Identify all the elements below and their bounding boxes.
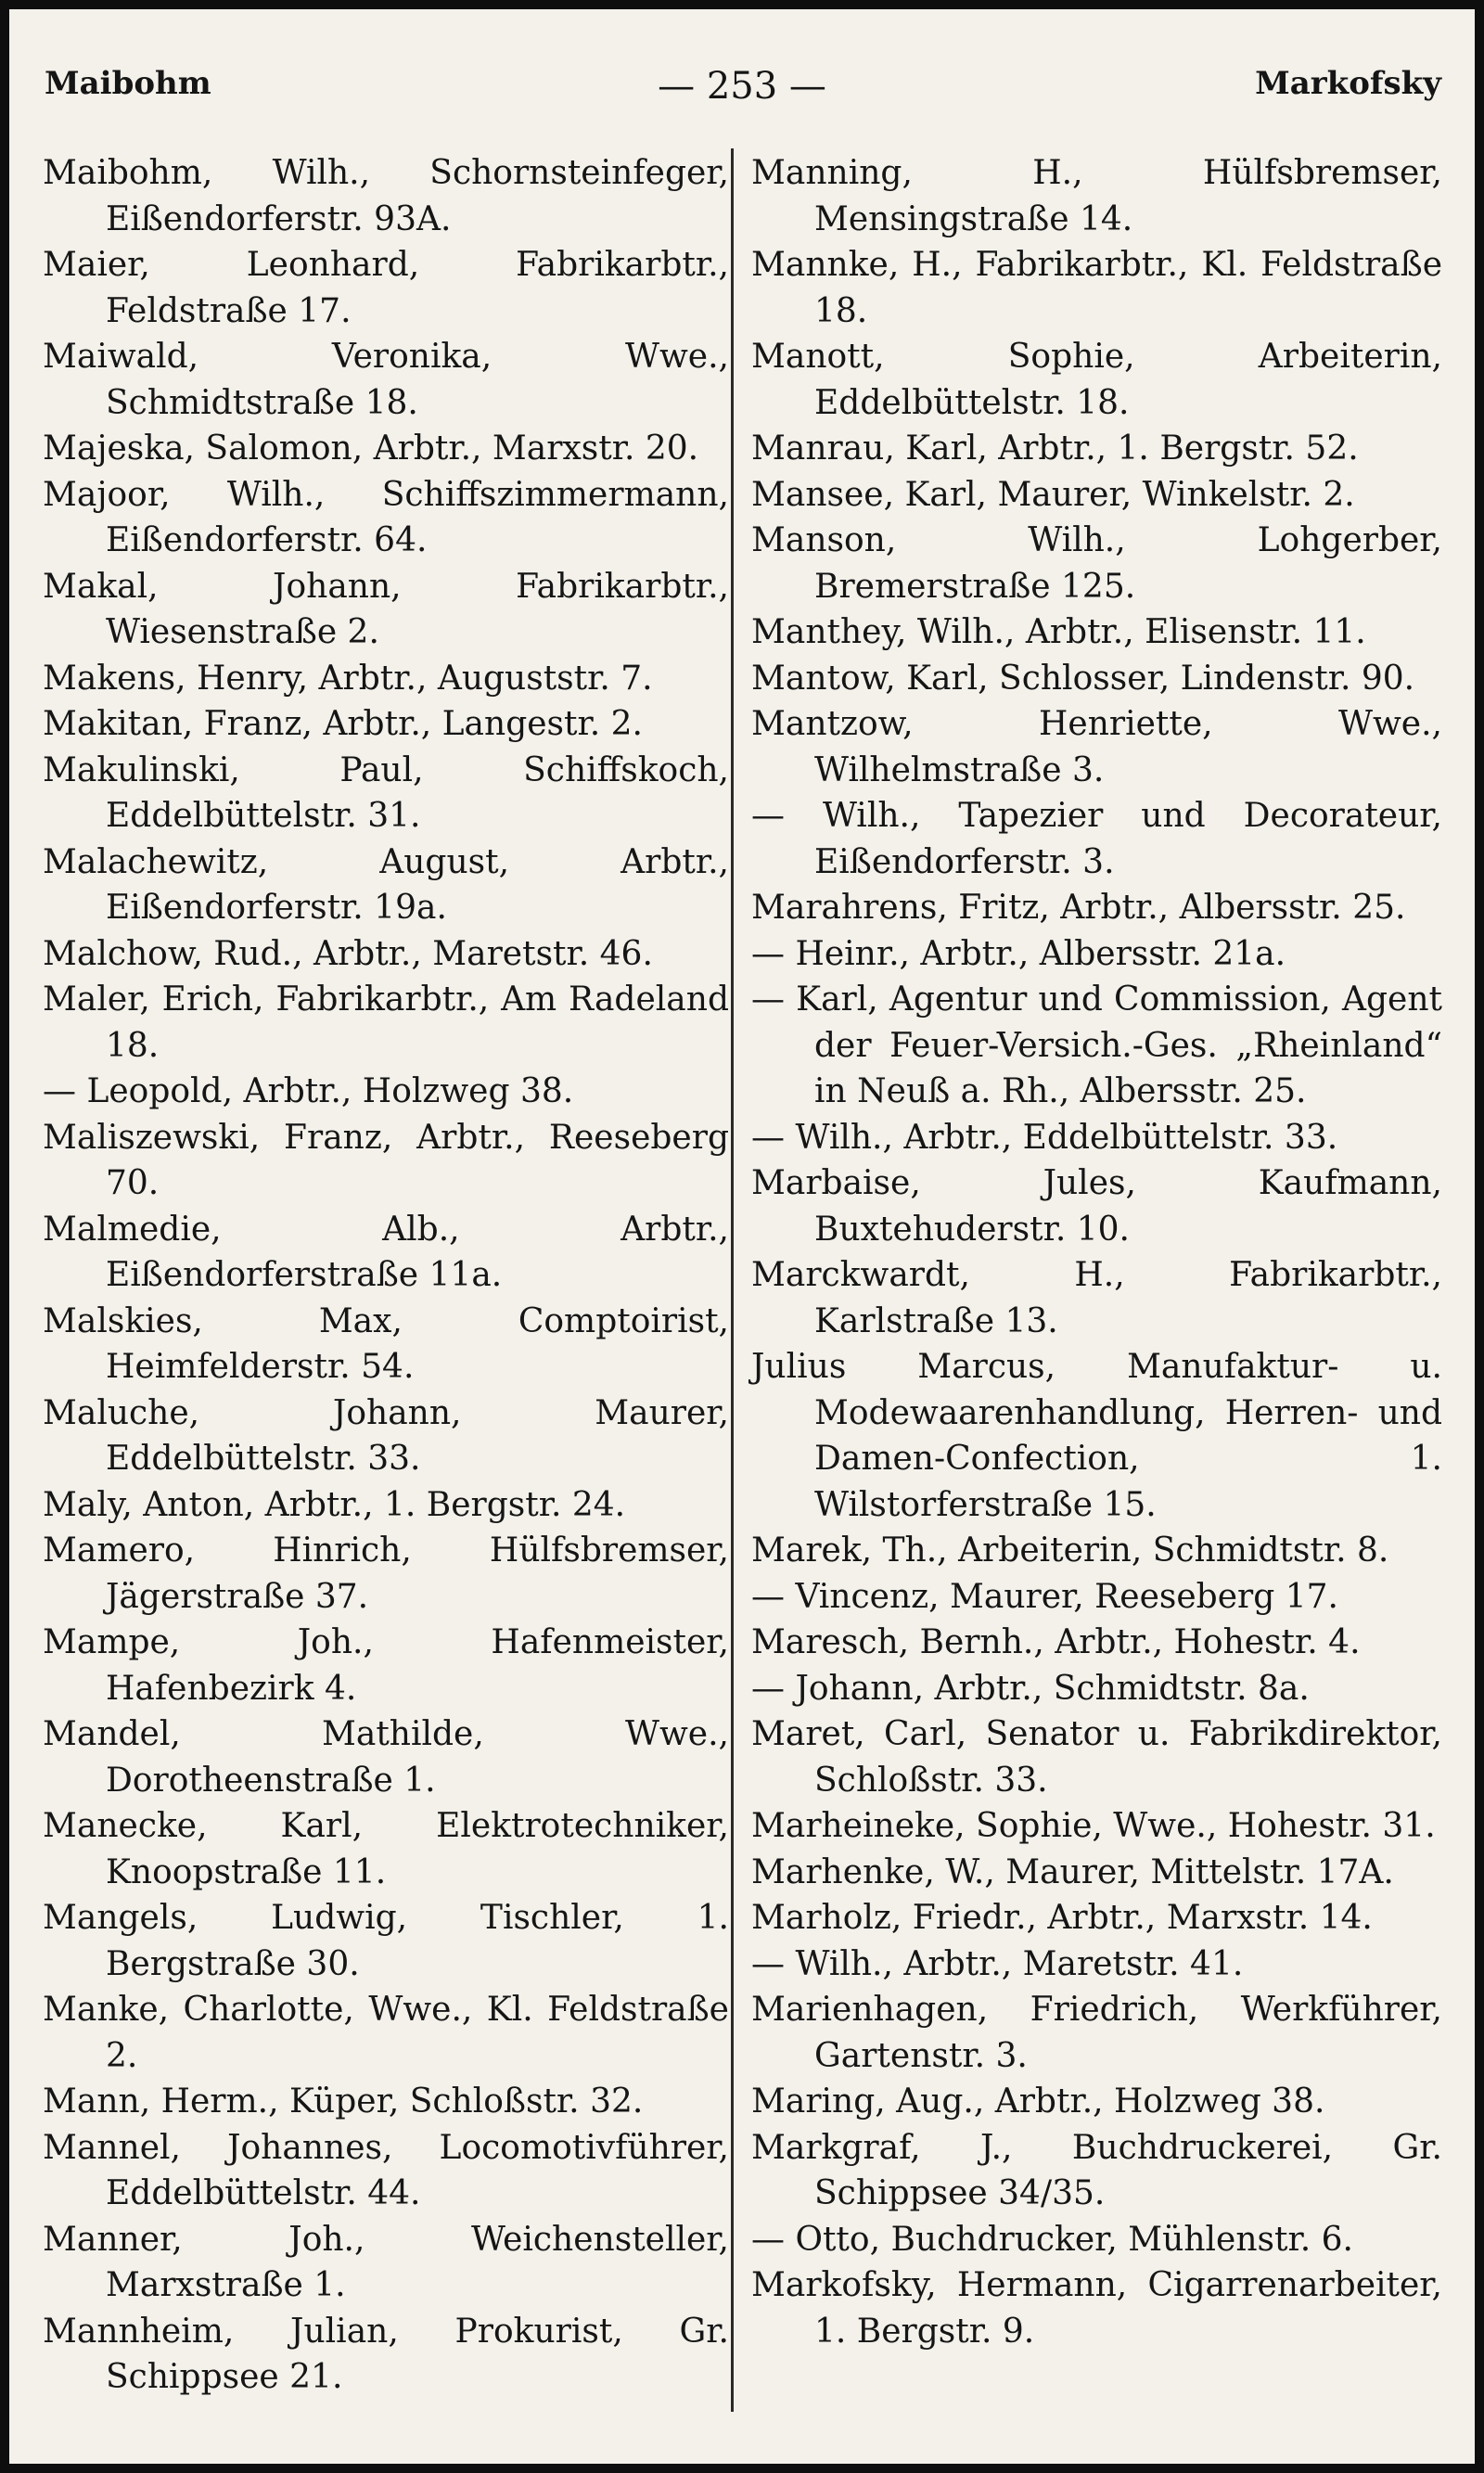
directory-entry: Malmedie, Alb., Arbtr., Eißendorferstraße 11a.	[43, 1210, 729, 1294]
directory-entry: — Otto, Buchdrucker, Mühlenstr. 6.	[751, 2220, 1353, 2259]
directory-entry: — Wilh., Arbtr., Eddelbüttelstr. 33.	[751, 1118, 1338, 1157]
directory-entry: Makal, Johann, Fabrikarbtr., Wiesenstraße 2.	[43, 567, 729, 651]
directory-entry: Malchow, Rud., Arbtr., Maretstr. 46.	[43, 934, 653, 973]
directory-entry: Manthey, Wilh., Arbtr., Elisenstr. 11.	[751, 613, 1366, 651]
directory-entry: Marholz, Friedr., Arbtr., Marxstr. 14.	[751, 1899, 1373, 1937]
right-column	[751, 150, 1442, 2354]
directory-entry: Maret, Carl, Senator u. Fabrikdirektor, Schloßstr. 33.	[751, 1715, 1442, 1800]
directory-entry: Maiwald, Veronika, Wwe., Schmidtstraße 18.	[43, 338, 729, 422]
directory-entry: Marbaise, Jules, Kaufmann, Buxtehuderstr. 10.	[751, 1164, 1442, 1249]
directory-entry: — Heinr., Arbtr., Albersstr. 21a.	[751, 934, 1286, 973]
directory-entry: Mantzow, Henriette, Wwe., Wilhelmstraße 3.	[751, 705, 1442, 789]
directory-entry: Mandel, Mathilde, Wwe., Dorotheenstraße 1.	[43, 1715, 729, 1800]
directory-entry: Makulinski, Paul, Schiffskoch, Eddelbüttelstr. 31.	[43, 750, 729, 835]
directory-entry: — Wilh., Tapezier und Decorateur, Eißendorferstr. 3.	[751, 797, 1442, 881]
running-head-left: Maibohm	[45, 65, 211, 102]
column-divider	[731, 148, 734, 2412]
directory-page	[9, 9, 1475, 2464]
directory-entry: Mannke, H., Fabrikarbtr., Kl. Feldstraße 18.	[751, 246, 1442, 330]
directory-entry: Manrau, Karl, Arbtr., 1. Bergstr. 52.	[751, 429, 1359, 468]
directory-entry: Manning, H., Hülfsbremser, Mensingstraße 14.	[751, 154, 1442, 238]
directory-entry: Manke, Charlotte, Wwe., Kl. Feldstraße 2.	[43, 1991, 729, 2075]
directory-entry: Marienhagen, Friedrich, Werkführer, Gartenstr. 3.	[751, 1991, 1442, 2075]
directory-entry: Markgraf, J., Buchdruckerei, Gr. Schippsee 34/35.	[751, 2128, 1442, 2212]
directory-entry: Marahrens, Fritz, Arbtr., Albersstr. 25.	[751, 889, 1406, 927]
directory-entry: Manson, Wilh., Lohgerber, Bremerstraße 125.	[751, 521, 1442, 606]
directory-entry: Mangels, Ludwig, Tischler, 1. Bergstraße 30.	[43, 1899, 729, 1983]
directory-entry: Majeska, Salomon, Arbtr., Marxstr. 20.	[43, 429, 699, 468]
directory-entry: Maliszewski, Franz, Arbtr., Reeseberg 70.	[43, 1118, 729, 1202]
running-head-right: Markofsky	[1255, 65, 1441, 102]
directory-entry: Julius Marcus, Manufaktur- u. Modewaarenhandlung, Herren- und Damen-Confection, 1. Wilstorferstraße 15.	[751, 1348, 1442, 1524]
directory-entry: Marckwardt, H., Fabrikarbtr., Karlstraße 13.	[751, 1256, 1442, 1340]
directory-entry: Malskies, Max, Comptoirist, Heimfelderstr. 54.	[43, 1301, 729, 1386]
directory-entry: Maring, Aug., Arbtr., Holzweg 38.	[751, 2082, 1325, 2121]
directory-entry: Marheineke, Sophie, Wwe., Hohestr. 31.	[751, 1807, 1436, 1845]
directory-entry: Makitan, Franz, Arbtr., Langestr. 2.	[43, 705, 643, 743]
left-column	[43, 150, 729, 2401]
directory-entry: Mannel, Johannes, Locomotivführer, Eddelbüttelstr. 44.	[43, 2128, 729, 2212]
directory-entry: — Vincenz, Maurer, Reeseberg 17.	[751, 1577, 1338, 1616]
directory-entry: Marhenke, W., Maurer, Mittelstr. 17A.	[751, 1852, 1394, 1891]
directory-entry: Maler, Erich, Fabrikarbtr., Am Radeland 18.	[43, 980, 729, 1065]
directory-entry: Manott, Sophie, Arbeiterin, Eddelbüttelstr. 18.	[751, 338, 1442, 422]
page-header	[9, 65, 1475, 121]
directory-entry: Maresch, Bernh., Arbtr., Hohestr. 4.	[751, 1623, 1361, 1661]
directory-entry: Marek, Th., Arbeiterin, Schmidtstr. 8.	[751, 1531, 1389, 1570]
directory-entry: — Leopold, Arbtr., Holzweg 38.	[43, 1072, 574, 1110]
directory-entry: — Karl, Agentur und Commission, Agent der Feuer-Versich.-Ges. „Rheinland“ in Neuß a. Rh., Albersstr. 25.	[751, 980, 1442, 1110]
directory-entry: — Wilh., Arbtr., Maretstr. 41.	[751, 1944, 1244, 1983]
directory-entry: Maly, Anton, Arbtr., 1. Bergstr. 24.	[43, 1485, 626, 1524]
directory-entry: Maluche, Johann, Maurer, Eddelbüttelstr. 33.	[43, 1393, 729, 1478]
directory-entry: Maibohm, Wilh., Schornsteinfeger, Eißendorferstr. 93A.	[43, 154, 729, 238]
directory-entry: Mampe, Joh., Hafenmeister, Hafenbezirk 4.	[43, 1623, 729, 1708]
page-number: — 253 —	[658, 65, 826, 108]
directory-entry: Markofsky, Hermann, Cigarrenarbeiter, 1. Bergstr. 9.	[751, 2266, 1442, 2351]
directory-entry: Mamero, Hinrich, Hülfsbremser, Jägerstraße 37.	[43, 1531, 729, 1616]
directory-entry: Maier, Leonhard, Fabrikarbtr., Feldstraße 17.	[43, 246, 729, 330]
directory-entry: Manecke, Karl, Elektrotechniker, Knoopstraße 11.	[43, 1807, 729, 1891]
directory-entry: Mantow, Karl, Schlosser, Lindenstr. 90.	[751, 659, 1415, 698]
directory-entry: Mann, Herm., Küper, Schloßstr. 32.	[43, 2082, 644, 2121]
directory-entry: Malachewitz, August, Arbtr., Eißendorferstr. 19a.	[43, 842, 729, 927]
directory-entry: Makens, Henry, Arbtr., Auguststr. 7.	[43, 659, 653, 698]
directory-entry: Mansee, Karl, Maurer, Winkelstr. 2.	[751, 475, 1355, 514]
directory-entry: Manner, Joh., Weichensteller, Marxstraße 1.	[43, 2220, 729, 2304]
directory-entry: Majoor, Wilh., Schiffszimmermann, Eißendorferstr. 64.	[43, 475, 729, 559]
directory-entry: Mannheim, Julian, Prokurist, Gr. Schippsee 21.	[43, 2312, 729, 2396]
directory-entry: — Johann, Arbtr., Schmidtstr. 8a.	[751, 1669, 1310, 1708]
